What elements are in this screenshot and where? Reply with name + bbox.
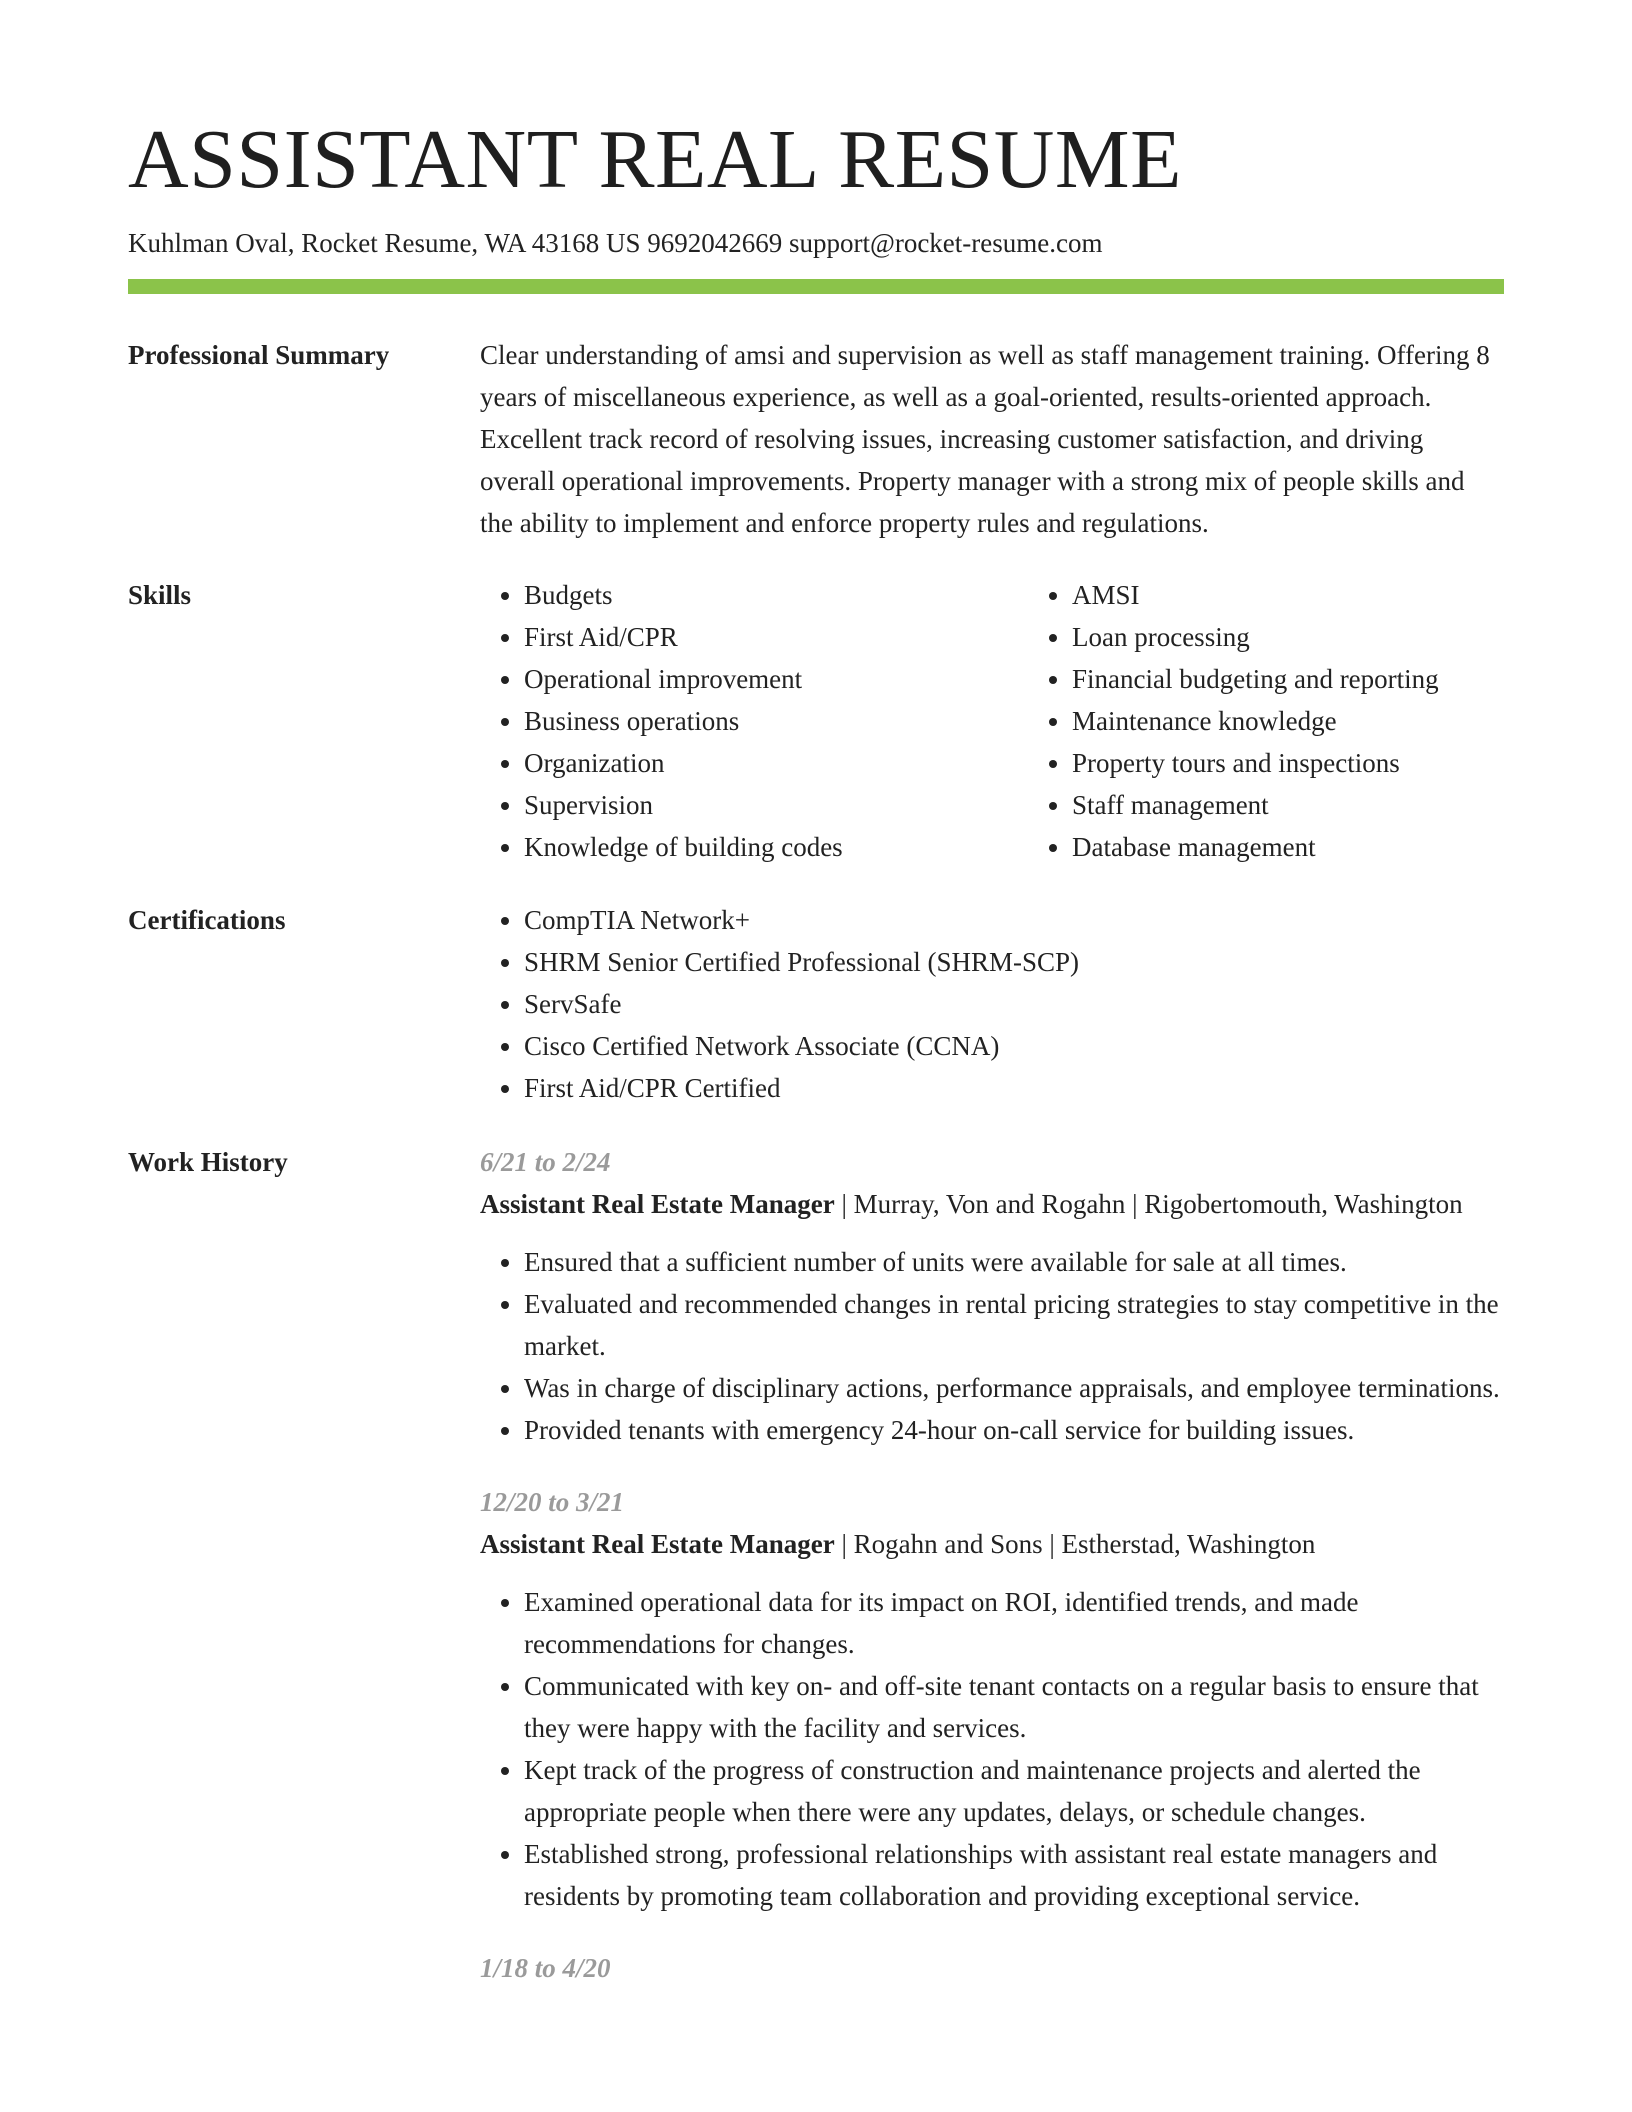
skills-section xyxy=(128,574,1504,868)
list-item: • Cisco Certified Network Associate (CCNA) xyxy=(524,1025,1504,1067)
list-item: • Property tours and inspections xyxy=(1072,742,1576,784)
list-item: • Loan processing xyxy=(1072,616,1576,658)
list-item: • Examined operational data for its impact on ROI, identified trends, and made recommendations for changes. xyxy=(524,1581,1504,1665)
job-bullets xyxy=(480,1241,1504,1451)
list-item: • ServSafe xyxy=(524,983,1504,1025)
job-title: Assistant Real Estate Manager xyxy=(480,1529,835,1560)
job-heading xyxy=(480,1183,1504,1225)
resume-page xyxy=(128,0,1504,1989)
summary-section xyxy=(128,334,1504,544)
work-history-section xyxy=(128,1141,1504,1989)
list-item: • Operational improvement xyxy=(524,658,1028,700)
list-item: • AMSI xyxy=(1072,574,1576,616)
skills-list-right xyxy=(1028,574,1576,868)
job-details: | Murray, Von and Rogahn | Rigobertomouth, Washington xyxy=(834,1189,1463,1220)
list-item: • Organization xyxy=(524,742,1028,784)
list-item: • CompTIA Network+ xyxy=(524,899,1504,941)
list-item: • Staff management xyxy=(1072,784,1576,826)
list-item: • Maintenance knowledge xyxy=(1072,700,1576,742)
list-item: • Business operations xyxy=(524,700,1028,742)
list-item: • Supervision xyxy=(524,784,1028,826)
summary-text: Clear understanding of amsi and supervision as well as staff management training. Offering 8 years of miscellaneous experience, as well as a goal-oriented, results-oriented approach. Excellent track record of resolving issues, increasing customer satisfaction, and driving overall operational improvements. Property manager with a strong mix of people skills and the ability to implement and enforce property rules and regulations. xyxy=(480,340,1490,539)
contact-line: Kuhlman Oval, Rocket Resume, WA 43168 US 9692042669 support@rocket-resume.com xyxy=(128,228,1103,258)
list-item: • Communicated with key on- and off-site tenant contacts on a regular basis to ensure that they were happy with the facility and services. xyxy=(524,1665,1504,1749)
job-entry xyxy=(480,1481,1504,1917)
job-bullets xyxy=(480,1581,1504,1917)
job-entry xyxy=(480,1141,1504,1451)
list-item: • Evaluated and recommended changes in rental pricing strategies to stay competitive in the market. xyxy=(524,1283,1504,1367)
header-divider xyxy=(128,279,1504,294)
job-entry xyxy=(480,1947,1504,1989)
list-item: • Established strong, professional relationships with assistant real estate managers and residents by promoting team collaboration and providing exceptional service. xyxy=(524,1833,1504,1917)
list-item: • Knowledge of building codes xyxy=(524,826,1028,868)
job-dates: 12/20 to 3/21 xyxy=(480,1487,625,1518)
job-dates: 6/21 to 2/24 xyxy=(480,1147,611,1178)
skills-list-left xyxy=(480,574,1028,868)
job-dates: 1/18 to 4/20 xyxy=(480,1953,611,1984)
job-heading xyxy=(480,1523,1504,1565)
certifications-list xyxy=(480,899,1504,1109)
list-item: • Ensured that a sufficient number of units were available for sale at all times. xyxy=(524,1241,1504,1283)
list-item: • Database management xyxy=(1072,826,1576,868)
list-item: • Was in charge of disciplinary actions, performance appraisals, and employee terminations. xyxy=(524,1367,1504,1409)
list-item: • First Aid/CPR Certified xyxy=(524,1067,1504,1109)
skills-label: Skills xyxy=(128,580,192,611)
resume-title: ASSISTANT REAL RESUME xyxy=(128,113,1182,206)
list-item: • Budgets xyxy=(524,574,1028,616)
work-history-label: Work History xyxy=(128,1147,288,1178)
job-title: Assistant Real Estate Manager xyxy=(480,1189,835,1220)
list-item: • Kept track of the progress of construction and maintenance projects and alerted the appropriate people when there were any updates, delays, or schedule changes. xyxy=(524,1749,1504,1833)
certifications-section xyxy=(128,899,1504,1109)
certifications-label: Certifications xyxy=(128,905,286,936)
list-item: • First Aid/CPR xyxy=(524,616,1028,658)
list-item: • Provided tenants with emergency 24-hour on-call service for building issues. xyxy=(524,1409,1504,1451)
list-item: • SHRM Senior Certified Professional (SHRM-SCP) xyxy=(524,941,1504,983)
list-item: • Financial budgeting and reporting xyxy=(1072,658,1576,700)
summary-label: Professional Summary xyxy=(128,340,390,371)
job-details: | Rogahn and Sons | Estherstad, Washington xyxy=(834,1529,1316,1560)
